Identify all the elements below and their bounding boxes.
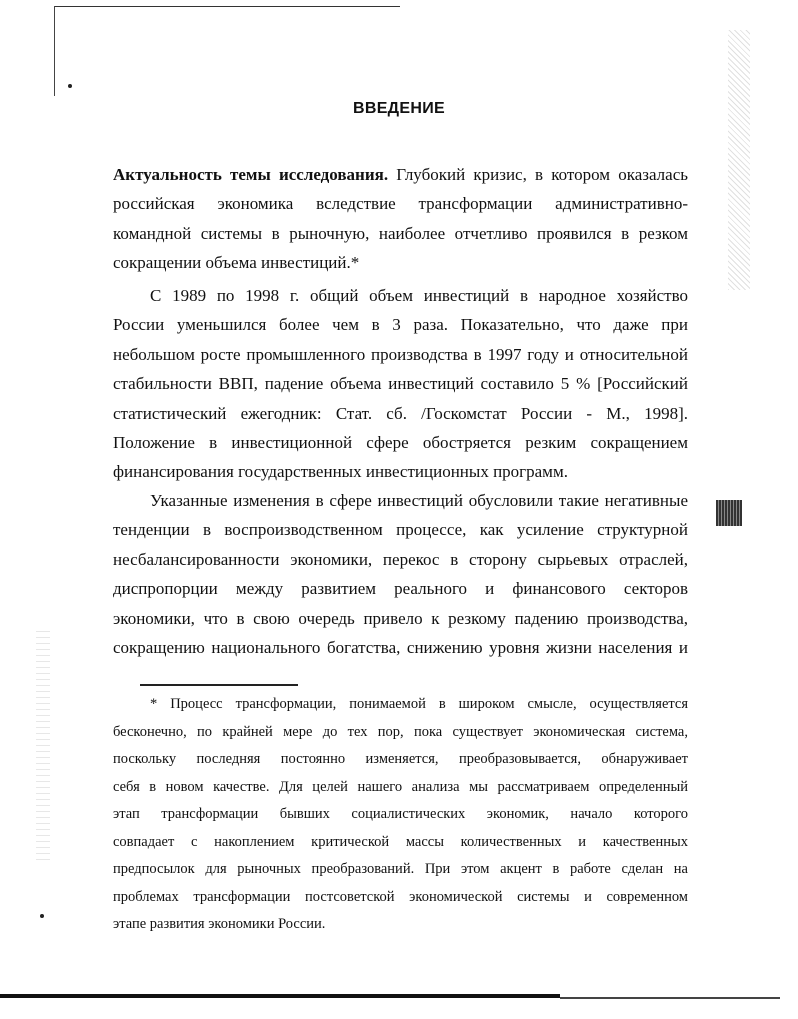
scan-noise-right [728, 30, 750, 290]
footnote-line: себя в новом качестве. Для целей нашего анализа мы рассматриваем определенный [113, 778, 688, 795]
text-line: несбалансированности экономики, перекос в сторону сырьевых отраслей, [113, 549, 688, 569]
text-line: сокращению национального богатства, снижению уровня жизни населения и [113, 637, 688, 657]
footnote-line: * Процесс трансформации, понимаемой в широком смысле, осуществляется [150, 696, 688, 712]
footnote-separator [140, 684, 298, 686]
lead-phrase: Актуальность темы исследования. [113, 165, 389, 184]
scan-border-top [55, 6, 400, 7]
text-line: тенденции в воспроизводственном процессе, как усиление структурной [113, 520, 688, 540]
footnote [113, 691, 688, 939]
text-line: экономики, что в свою очередь привело к резкому падению производства, [113, 608, 688, 628]
footnote-line: этап трансформации бывших социалистических экономик, начало которого [113, 806, 688, 822]
paragraph-3 [113, 486, 688, 662]
scan-border-bottom [0, 994, 560, 998]
paragraph-1 [113, 160, 688, 278]
scan-border-bottom [560, 997, 780, 999]
text-line: командной системы в рыночную, наиболее отчетливо проявился в резком [113, 223, 688, 243]
text-line: стабильности ВВП, падение объема инвестиций составило 5 % [Российский [113, 374, 688, 394]
text-line: Актуальность темы исследования. Глубокий кризис, в котором оказалась [113, 165, 688, 184]
text-line: С 1989 по 1998 г. общий объем инвестиций в народное хозяйство [150, 286, 688, 305]
text-line: России уменьшился более чем в 3 раза. Показательно, что даже при [113, 315, 688, 335]
scan-noise-left [36, 630, 50, 860]
scan-border-left [54, 6, 55, 96]
text-line: диспропорции между развитием реального и финансового секторов [113, 579, 688, 599]
footnote-line: совпадает с накоплением критической массы количественных и качественных [113, 833, 688, 850]
paragraph-2 [113, 281, 688, 487]
text-line: Положение в инвестиционной сфере обостряется резким сокращением [113, 432, 688, 452]
text-line: статистический ежегодник: Стат. сб. /Госкомстат России - М., 1998]. [113, 403, 688, 423]
scan-speck [68, 84, 72, 88]
scan-blot [716, 500, 742, 526]
scan-speck [40, 914, 44, 918]
footnote-line: поскольку последняя постоянно изменяется, преобразовывается, обнаруживает [113, 751, 688, 767]
footnote-line: этапе развития экономики России. [113, 916, 326, 932]
text-line: финансирования государственных инвестиционных программ. [113, 462, 568, 482]
footnote-line: предпосылок для рыночных преобразований. При этом акцент в работе сделан на [113, 861, 688, 877]
footnote-line: бесконечно, по крайней мере до тех пор, пока существует экономическая система, [113, 723, 688, 740]
page-heading: ВВЕДЕНИЕ [353, 100, 445, 117]
text-line: российская экономика вследствие трансформации административно- [113, 194, 688, 214]
text-line: Указанные изменения в сфере инвестиций обусловили такие негативные [150, 491, 688, 510]
footnote-line: проблемах трансформации постсоветской экономической системы и современном [113, 888, 688, 905]
text-line: небольшом росте промышленного производства в 1997 году и относительной [113, 344, 688, 364]
text-line: сокращении объема инвестиций.* [113, 253, 360, 273]
